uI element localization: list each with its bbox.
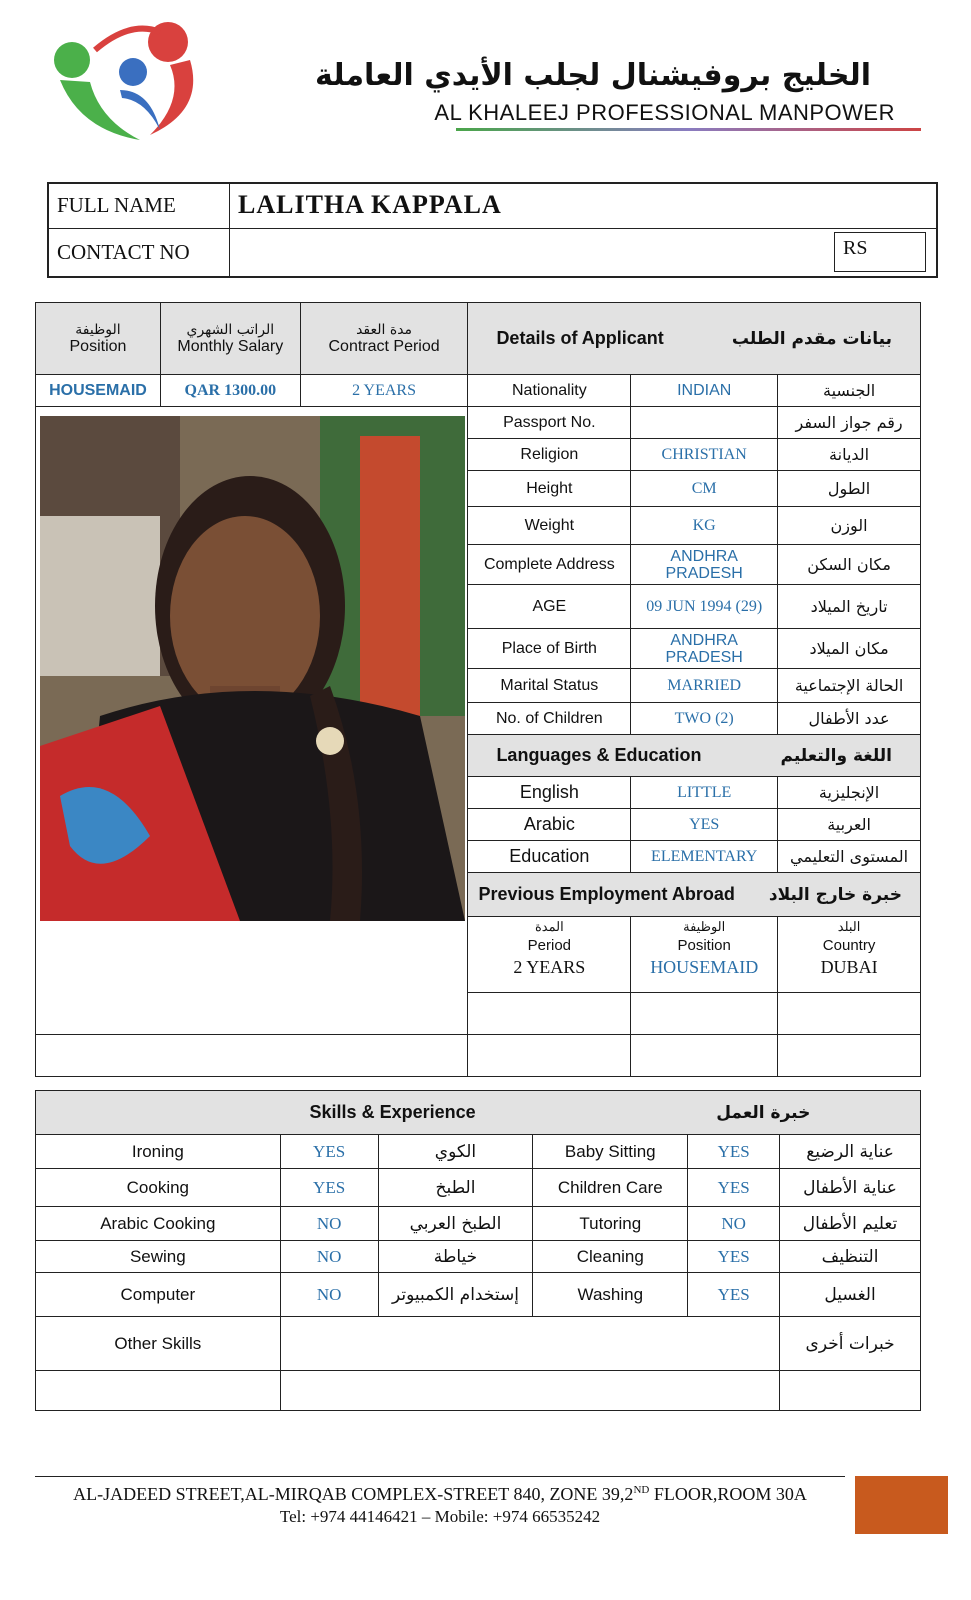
salary-header: الراتب الشهري Monthly Salary bbox=[160, 303, 300, 375]
detail-label: AGE bbox=[468, 585, 631, 629]
detail-value: MARRIED bbox=[631, 669, 778, 703]
contact-label: CONTACT NO bbox=[48, 228, 230, 277]
detail-label-ar: رقم جواز السفر bbox=[778, 407, 921, 439]
detail-label-ar: الطول bbox=[778, 471, 921, 507]
detail-value: CHRISTIAN bbox=[631, 439, 778, 471]
logo-green-arc bbox=[60, 80, 140, 140]
skill-label-ar: عناية الأطفال bbox=[780, 1169, 921, 1207]
other-skills-value bbox=[280, 1317, 779, 1371]
logo-green-head bbox=[54, 42, 90, 78]
emp-empty-cell bbox=[778, 993, 921, 1035]
name-contact-box bbox=[47, 182, 938, 278]
language-label: English bbox=[468, 777, 631, 809]
footer-line bbox=[35, 1476, 845, 1477]
skill-value: YES bbox=[688, 1169, 780, 1207]
emp-position-value: HOUSEMAID bbox=[631, 957, 778, 993]
detail-label: Nationality bbox=[468, 375, 631, 407]
skill-value: YES bbox=[688, 1241, 780, 1273]
detail-value: CM bbox=[631, 471, 778, 507]
position-value: HOUSEMAID bbox=[36, 375, 161, 407]
header-underline bbox=[456, 128, 921, 131]
skill-label-ar: خياطة bbox=[378, 1241, 533, 1273]
language-label: Arabic bbox=[468, 809, 631, 841]
skill-value: NO bbox=[280, 1273, 378, 1317]
skill-value: YES bbox=[280, 1135, 378, 1169]
emp-empty-cell bbox=[468, 993, 631, 1035]
emp-period-value: 2 YEARS bbox=[468, 957, 631, 993]
logo-blue-arc bbox=[120, 90, 160, 130]
skill-label-ar: الكوي bbox=[378, 1135, 533, 1169]
contract-header: مدة العقد Contract Period bbox=[300, 303, 468, 375]
logo-red-arc bbox=[150, 60, 193, 135]
skill-label: Washing bbox=[533, 1273, 688, 1317]
left-empty-cell bbox=[36, 1035, 468, 1077]
skill-label: Computer bbox=[36, 1273, 281, 1317]
other-skills-label: Other Skills bbox=[36, 1317, 281, 1371]
detail-label-ar: الحالة الإجتماعية bbox=[778, 669, 921, 703]
skill-label: Baby Sitting bbox=[533, 1135, 688, 1169]
emp-empty-cell bbox=[631, 993, 778, 1035]
detail-label: Religion bbox=[468, 439, 631, 471]
skill-label-ar: الطبخ العربي bbox=[378, 1207, 533, 1241]
detail-value bbox=[631, 407, 778, 439]
detail-label-ar: مكان الميلاد bbox=[778, 629, 921, 669]
skill-label-ar: الطبخ bbox=[378, 1169, 533, 1207]
detail-value: ANDHRA PRADESH bbox=[631, 629, 778, 669]
skill-value: NO bbox=[688, 1207, 780, 1241]
logo-blue-head bbox=[119, 58, 147, 86]
other-skills-label-ar: خبرات أخرى bbox=[780, 1317, 921, 1371]
emp-empty-cell bbox=[631, 1035, 778, 1077]
period-header: المدة Period bbox=[468, 917, 631, 957]
empty-cell bbox=[36, 1371, 281, 1411]
detail-label: Passport No. bbox=[468, 407, 631, 439]
skill-label: Arabic Cooking bbox=[36, 1207, 281, 1241]
detail-value: TWO (2) bbox=[631, 703, 778, 735]
company-name-arabic: الخليج بروفيشنال لجلب الأيدي العاملة bbox=[315, 58, 871, 93]
detail-label-ar: الجنسية bbox=[778, 375, 921, 407]
detail-value: KG bbox=[631, 507, 778, 545]
skill-label: Children Care bbox=[533, 1169, 688, 1207]
detail-label: Complete Address bbox=[468, 545, 631, 585]
skill-label-ar: الغسيل bbox=[780, 1273, 921, 1317]
detail-label-ar: تاريخ الميلاد bbox=[778, 585, 921, 629]
footer-orange-block bbox=[855, 1476, 948, 1534]
details-header: Details of Applicant بيانات مقدم الطلب bbox=[468, 303, 921, 375]
detail-value: ANDHRA PRADESH bbox=[631, 545, 778, 585]
company-logo bbox=[50, 20, 210, 150]
emp-position-header: الوظيفة Position bbox=[631, 917, 778, 957]
skill-label-ar: تعليم الأطفال bbox=[780, 1207, 921, 1241]
education-label: Education bbox=[468, 841, 631, 873]
emp-country-value: DUBAI bbox=[778, 957, 921, 993]
language-label-ar: الإنجليزية bbox=[778, 777, 921, 809]
skill-label: Cleaning bbox=[533, 1241, 688, 1273]
detail-label: Weight bbox=[468, 507, 631, 545]
contract-value: 2 YEARS bbox=[300, 375, 468, 407]
skill-value: YES bbox=[280, 1169, 378, 1207]
skills-header: Skills & Experience خبرة العمل bbox=[36, 1091, 921, 1135]
empty-cell bbox=[780, 1371, 921, 1411]
education-label-ar: المستوى التعليمي bbox=[778, 841, 921, 873]
skill-value: YES bbox=[688, 1273, 780, 1317]
education-value: ELEMENTARY bbox=[631, 841, 778, 873]
detail-label: No. of Children bbox=[468, 703, 631, 735]
position-header: الوظيفة Position bbox=[36, 303, 161, 375]
detail-label: Marital Status bbox=[468, 669, 631, 703]
country-header: البلد Country bbox=[778, 917, 921, 957]
languages-header: Languages & Education اللغة والتعليم bbox=[468, 735, 921, 777]
skill-label-ar: إستخدام الكمبيوتر bbox=[378, 1273, 533, 1317]
language-label-ar: العربية bbox=[778, 809, 921, 841]
footer-phones: Tel: +974 44146421 – Mobile: +974 66535242 bbox=[279, 1507, 601, 1526]
emp-empty-cell bbox=[468, 1035, 631, 1077]
salary-value: QAR 1300.00 bbox=[160, 375, 300, 407]
full-name-label: FULL NAME bbox=[48, 183, 230, 228]
language-value: YES bbox=[631, 809, 778, 841]
skill-label: Tutoring bbox=[533, 1207, 688, 1241]
skill-label: Cooking bbox=[36, 1169, 281, 1207]
skills-table bbox=[35, 1090, 921, 1411]
detail-label: Place of Birth bbox=[468, 629, 631, 669]
employment-header: Previous Employment Abroad خبرة خارج البلاد bbox=[468, 873, 921, 917]
detail-label-ar: الوزن bbox=[778, 507, 921, 545]
language-value: LITTLE bbox=[631, 777, 778, 809]
detail-label-ar: الديانة bbox=[778, 439, 921, 471]
skill-value: NO bbox=[280, 1207, 378, 1241]
detail-label: Height bbox=[468, 471, 631, 507]
rs-box: RS bbox=[834, 232, 926, 272]
skill-label: Ironing bbox=[36, 1135, 281, 1169]
skill-label: Sewing bbox=[36, 1241, 281, 1273]
detail-label-ar: مكان السكن bbox=[778, 545, 921, 585]
skill-value: YES bbox=[688, 1135, 780, 1169]
empty-cell bbox=[280, 1371, 779, 1411]
detail-value: INDIAN bbox=[631, 375, 778, 407]
contact-cell bbox=[230, 228, 938, 277]
company-name-english: AL KHALEEJ PROFESSIONAL MANPOWER bbox=[434, 100, 895, 125]
emp-empty-cell bbox=[778, 1035, 921, 1077]
footer-address: AL-JADEED STREET,AL-MIRQAB COMPLEX-STREET 840, ZONE 39,2ND FLOOR,ROOM 30A bbox=[73, 1484, 807, 1504]
detail-value: 09 JUN 1994 (29) bbox=[631, 585, 778, 629]
skill-label-ar: التنظيف bbox=[780, 1241, 921, 1273]
skill-value: NO bbox=[280, 1241, 378, 1273]
full-name-value: LALITHA KAPPALA bbox=[230, 183, 938, 228]
detail-label-ar: عدد الأطفال bbox=[778, 703, 921, 735]
skill-label-ar: عناية الرضيع bbox=[780, 1135, 921, 1169]
applicant-photo bbox=[40, 416, 465, 921]
